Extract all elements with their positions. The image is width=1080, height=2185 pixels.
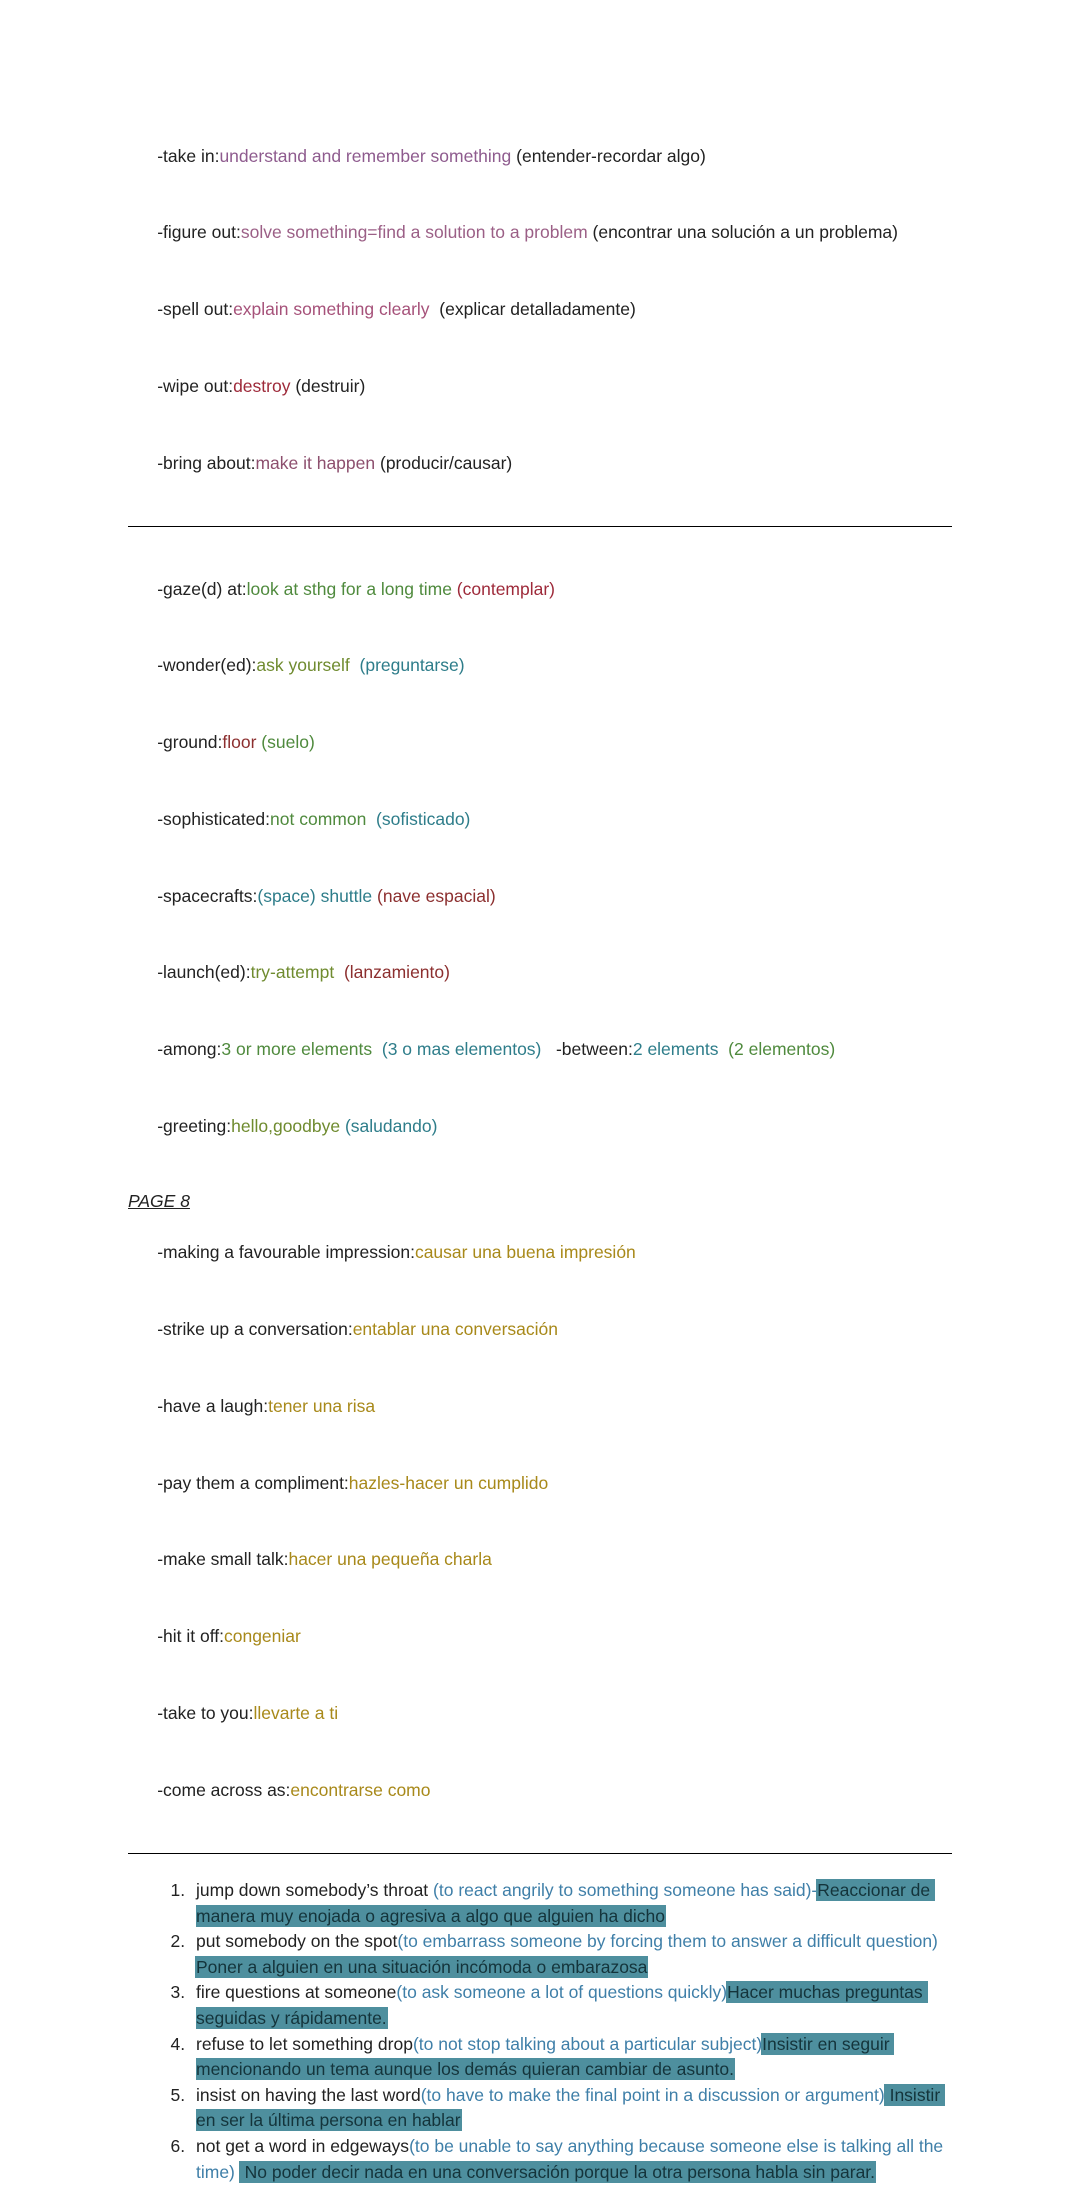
entry-english: solve something=find a solution to a problem bbox=[240, 222, 588, 243]
entry-term: -wipe out: bbox=[157, 375, 234, 396]
expression-translation: hazles-hacer un cumplido bbox=[348, 1472, 549, 1493]
expression-translation: tener una risa bbox=[268, 1395, 376, 1416]
expression-term: -come across as: bbox=[157, 1779, 291, 1800]
entry-extra-spanish: (2 elementos) bbox=[718, 1039, 836, 1060]
list-item bbox=[190, 1929, 952, 1980]
expression-entry bbox=[128, 1215, 952, 1292]
entry-english: ask yourself bbox=[256, 655, 350, 676]
expression-term: -strike up a conversation: bbox=[157, 1319, 353, 1340]
phrasal-verbs-section-1 bbox=[128, 118, 952, 502]
spacer bbox=[128, 1165, 952, 1189]
expression-translation: entablar una conversación bbox=[352, 1319, 558, 1340]
vocab-entry bbox=[128, 628, 952, 705]
expression-term: -hit it off: bbox=[157, 1626, 224, 1647]
entry-spanish: (producir/causar) bbox=[375, 452, 513, 473]
entry-term: -wonder(ed): bbox=[157, 655, 257, 676]
idiom-highlight: No poder decir nada en una conversación porque la otra persona habla sin parar. bbox=[239, 2161, 876, 2182]
expression-entry bbox=[128, 1292, 952, 1369]
entry-extra-term: -between: bbox=[541, 1039, 633, 1060]
entry-english: floor bbox=[222, 732, 257, 753]
list-item bbox=[190, 1878, 952, 1929]
entry-spanish: (sofisticado) bbox=[366, 808, 471, 829]
entry-english: understand and remember something bbox=[219, 145, 512, 166]
entry-spanish: (saludando) bbox=[340, 1115, 438, 1136]
idiom-english: jump down somebody’s throat bbox=[196, 1880, 434, 1900]
idiom-highlight: Insistir en ser la última persona en hablar bbox=[196, 2084, 946, 2131]
list-item bbox=[190, 2083, 952, 2134]
expression-entry bbox=[128, 1675, 952, 1752]
entry-english: 3 or more elements bbox=[221, 1039, 373, 1060]
expression-entry bbox=[128, 1445, 952, 1522]
vocab-entry bbox=[128, 781, 952, 858]
vocab-entry bbox=[128, 272, 952, 349]
entry-spanish: (entender-recordar algo) bbox=[511, 145, 706, 166]
page-heading: PAGE 8 bbox=[128, 1191, 190, 1212]
entry-english: make it happen bbox=[255, 452, 376, 473]
section-divider bbox=[128, 526, 952, 527]
expression-translation: llevarte a ti bbox=[253, 1703, 339, 1724]
entry-term: -among: bbox=[157, 1039, 222, 1060]
expression-translation: causar una buena impresión bbox=[414, 1242, 636, 1263]
idiom-definition: (to have to make the final point in a discussion or argument) bbox=[420, 2084, 885, 2105]
idiom-english: not get a word in edgeways bbox=[196, 2135, 410, 2156]
entry-term: -ground: bbox=[157, 732, 223, 753]
expression-term: -have a laugh: bbox=[157, 1395, 269, 1416]
expression-translation: hacer una pequeña charla bbox=[288, 1549, 492, 1570]
entry-term: -figure out: bbox=[157, 222, 241, 243]
entry-english: look at sthg for a long time bbox=[246, 578, 452, 599]
vocab-entry bbox=[128, 348, 952, 425]
entry-spanish: (suelo) bbox=[256, 732, 315, 753]
entry-term: -spell out: bbox=[157, 299, 234, 320]
entry-term: -sophisticated: bbox=[157, 808, 271, 829]
expression-entry bbox=[128, 1752, 952, 1829]
idiom-definition: (to not stop talking about a particular subject) bbox=[412, 2033, 763, 2054]
entry-spanish: (destruir) bbox=[290, 375, 366, 396]
entry-term: -take in: bbox=[157, 145, 220, 166]
vocab-entry bbox=[128, 195, 952, 272]
entry-english: explain something clearly bbox=[233, 299, 430, 320]
vocab-entry bbox=[128, 1088, 952, 1165]
expression-term: -pay them a compliment: bbox=[157, 1472, 349, 1493]
idiom-definition: (to be unable to say anything because someone else is talking all the time) bbox=[196, 2135, 949, 2182]
idioms-list bbox=[128, 1878, 952, 2185]
idiom-english: refuse to let something drop bbox=[196, 2033, 413, 2054]
section-divider bbox=[128, 1853, 952, 1854]
entry-english: not common bbox=[270, 808, 367, 829]
vocab-entry bbox=[128, 858, 952, 935]
idiom-highlight: Insistir en seguir mencionando un tema aunque los demás quieran cambiar de asunto. bbox=[196, 2033, 895, 2080]
entry-spanish: (nave espacial) bbox=[372, 885, 496, 906]
expression-term: -take to you: bbox=[157, 1703, 254, 1724]
expression-translation: encontrarse como bbox=[290, 1779, 431, 1800]
entry-english: (space) shuttle bbox=[257, 885, 373, 906]
entry-english: try-attempt bbox=[250, 962, 335, 983]
list-item bbox=[190, 1980, 952, 2031]
vocab-entry bbox=[128, 1012, 952, 1089]
idiom-highlight: Poner a alguien en una situación incómoda o embarazosa bbox=[196, 1956, 648, 1977]
list-item bbox=[190, 2032, 952, 2083]
idiom-highlight: Reaccionar de manera muy enojada o agresiva a algo que alguien ha dicho bbox=[196, 1880, 935, 1926]
vocab-entry bbox=[128, 425, 952, 502]
entry-spanish: (3 o mas elementos) bbox=[372, 1039, 542, 1060]
expression-term: -making a favourable impression: bbox=[157, 1242, 415, 1263]
expression-entry bbox=[128, 1522, 952, 1599]
expression-term: -make small talk: bbox=[157, 1549, 289, 1570]
vocab-entry bbox=[128, 935, 952, 1012]
vocabulary-section-2 bbox=[128, 551, 952, 1165]
vocab-entry bbox=[128, 704, 952, 781]
expression-entry bbox=[128, 1599, 952, 1676]
entry-spanish: (contemplar) bbox=[451, 578, 556, 599]
list-item bbox=[190, 2134, 952, 2185]
idiom-definition: (to react angrily to something someone has said)- bbox=[433, 1880, 818, 1900]
entry-term: -bring about: bbox=[157, 452, 256, 473]
vocab-entry bbox=[128, 118, 952, 195]
entry-term: -spacecrafts: bbox=[157, 885, 258, 906]
entry-term: -launch(ed): bbox=[157, 962, 251, 983]
idiom-english: put somebody on the spot bbox=[196, 1931, 398, 1952]
entry-spanish: (encontrar una solución a un problema) bbox=[587, 222, 898, 243]
idiom-definition: (to embarrass someone by forcing them to answer a difficult question) bbox=[397, 1931, 943, 1952]
entry-english: hello,goodbye bbox=[231, 1115, 341, 1136]
expression-entry bbox=[128, 1368, 952, 1445]
idiom-english: insist on having the last word bbox=[196, 2084, 421, 2105]
entry-spanish: (preguntarse) bbox=[349, 655, 465, 676]
entry-spanish: (explicar detalladamente) bbox=[429, 299, 636, 320]
idiom-english: fire questions at someone bbox=[196, 1982, 397, 2003]
idiom-highlight: Hacer muchas preguntas seguidas y rápidamente. bbox=[196, 1982, 928, 2028]
vocab-entry bbox=[128, 551, 952, 628]
idiom-definition: (to ask someone a lot of questions quickly) bbox=[396, 1982, 728, 2003]
expressions-section-3 bbox=[128, 1215, 952, 1829]
entry-english: destroy bbox=[233, 375, 291, 396]
entry-spanish: (lanzamiento) bbox=[334, 962, 450, 983]
entry-extra-english: 2 elements bbox=[632, 1039, 719, 1060]
entry-term: -gaze(d) at: bbox=[157, 578, 247, 599]
entry-term: -greeting: bbox=[157, 1115, 232, 1136]
expression-translation: congeniar bbox=[223, 1626, 301, 1647]
